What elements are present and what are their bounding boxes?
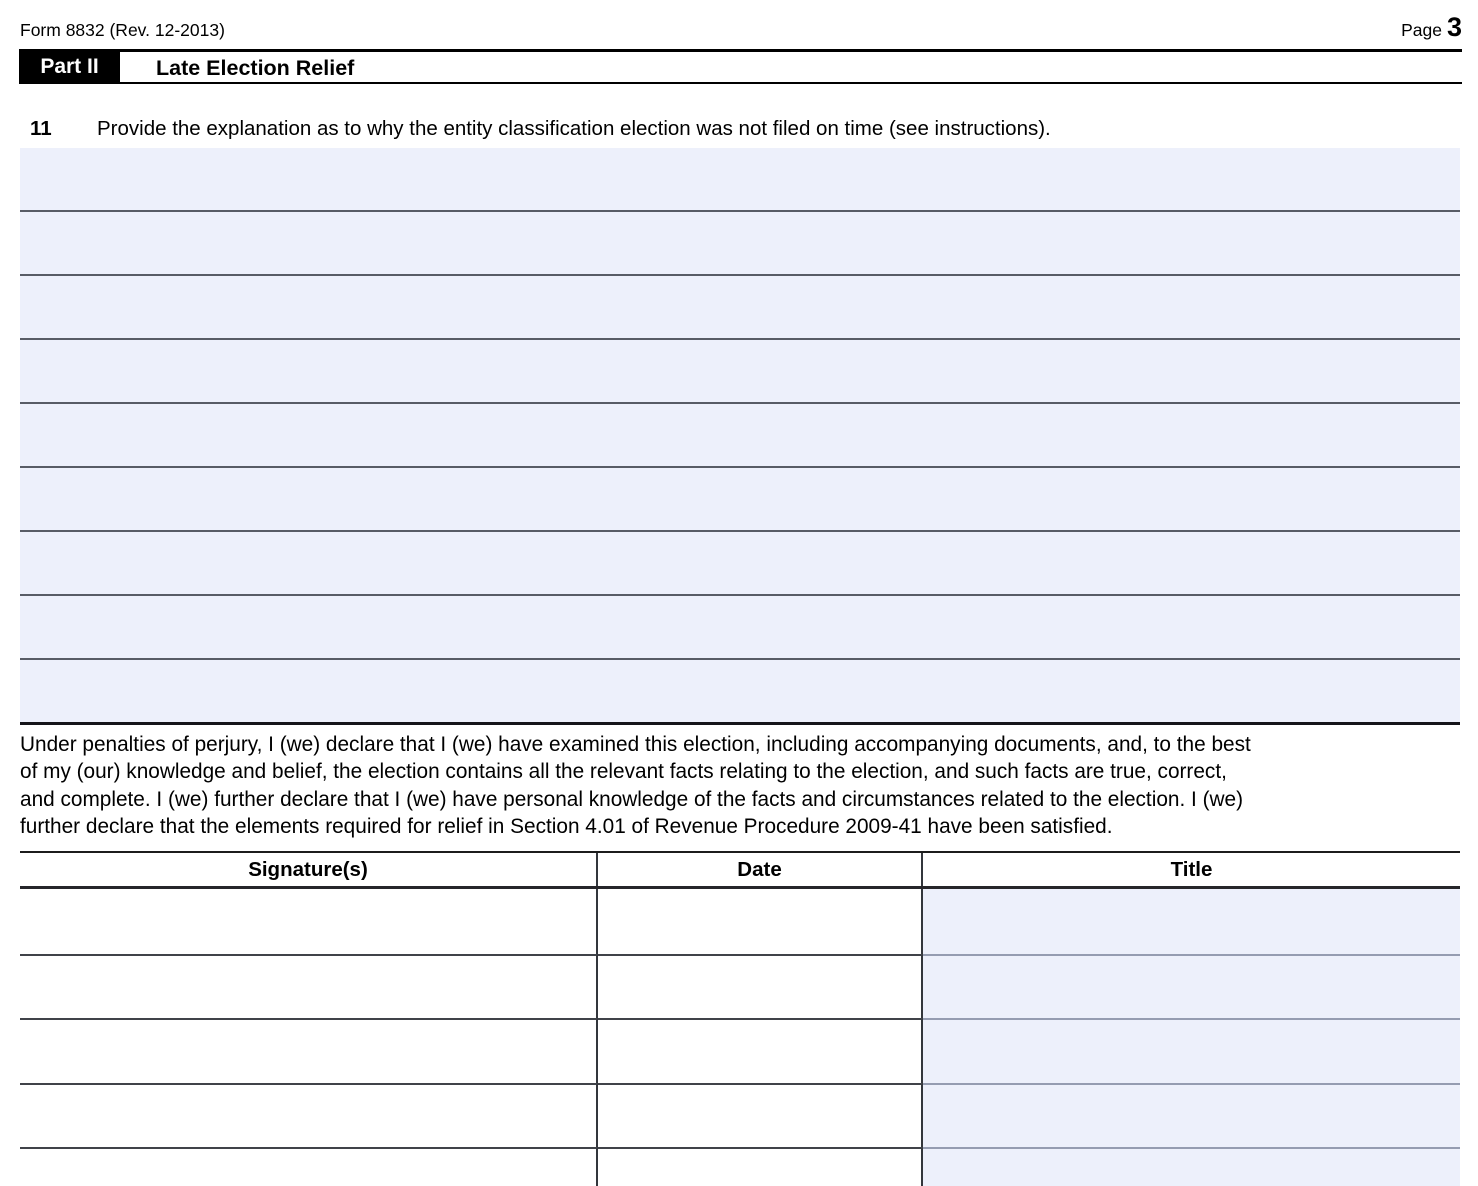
line11-number: 11 — [30, 117, 52, 140]
line11-prompt: Provide the explanation as to why the entity classification election was not filed on time (see instructions). — [97, 117, 1051, 140]
title-input[interactable] — [923, 1147, 1460, 1186]
explanation-line-input[interactable] — [20, 148, 1460, 212]
signature-input[interactable] — [20, 1147, 598, 1186]
signature-input[interactable] — [20, 1083, 598, 1148]
signature-table-body — [20, 889, 1460, 1186]
date-input[interactable] — [598, 1147, 923, 1186]
title-input[interactable] — [923, 1018, 1460, 1083]
explanation-line-input[interactable] — [20, 212, 1460, 276]
table-row — [20, 889, 1460, 954]
explanation-line-input[interactable] — [20, 532, 1460, 596]
part2-title: Late Election Relief — [156, 56, 355, 80]
explanation-line-input[interactable] — [20, 596, 1460, 660]
part2-label-box — [19, 52, 120, 82]
date-input[interactable] — [598, 954, 923, 1019]
column-header-title: Title — [1170, 857, 1213, 881]
perjury-statement-line: and complete. I (we) further declare that I (we) have personal knowledge of the facts and circumstances related to the election. I (we) — [20, 787, 1244, 811]
table-row — [20, 1147, 1460, 1186]
page-label: Page — [1401, 20, 1442, 40]
explanation-text-area[interactable] — [20, 148, 1460, 725]
date-input[interactable] — [598, 1018, 923, 1083]
form-id-label: Form 8832 (Rev. 12-2013) — [20, 20, 225, 40]
signature-input[interactable] — [20, 1018, 598, 1083]
table-row — [20, 954, 1460, 1019]
page-number: 3 — [1446, 12, 1462, 42]
title-input[interactable] — [923, 1083, 1460, 1148]
table-row — [20, 1018, 1460, 1083]
explanation-line-input[interactable] — [20, 340, 1460, 404]
explanation-line-input[interactable] — [20, 404, 1460, 468]
explanation-line-input[interactable] — [20, 660, 1460, 722]
date-input[interactable] — [598, 889, 923, 954]
perjury-statement-line: of my (our) knowledge and belief, the election contains all the relevant facts relating to the election, and such facts are true, correct, — [20, 760, 1227, 784]
signature-input[interactable] — [20, 954, 598, 1019]
column-header-signatures: Signature(s) — [20, 853, 598, 886]
part2-label: Part II — [40, 55, 99, 78]
date-input[interactable] — [598, 1083, 923, 1148]
signature-input[interactable] — [20, 889, 598, 954]
explanation-line-input[interactable] — [20, 468, 1460, 532]
title-input[interactable] — [923, 889, 1460, 954]
table-row — [20, 1083, 1460, 1148]
part2-band-rule — [19, 82, 1462, 84]
explanation-line-input[interactable] — [20, 276, 1460, 340]
column-header-date: Date — [598, 853, 923, 886]
top-rule — [19, 49, 1462, 52]
perjury-statement — [20, 731, 1470, 841]
signature-table-header — [20, 853, 1460, 889]
signature-table — [20, 851, 1460, 1186]
page-indicator — [1401, 12, 1462, 43]
perjury-statement-line: further declare that the elements required for relief in Section 4.01 of Revenue Procedure 2009-41 have been satisfied. — [20, 815, 1113, 839]
perjury-statement-line: Under penalties of perjury, I (we) declare that I (we) have examined this election, including accompanying documents, and, to the best — [20, 733, 1251, 756]
title-input[interactable] — [923, 954, 1460, 1019]
